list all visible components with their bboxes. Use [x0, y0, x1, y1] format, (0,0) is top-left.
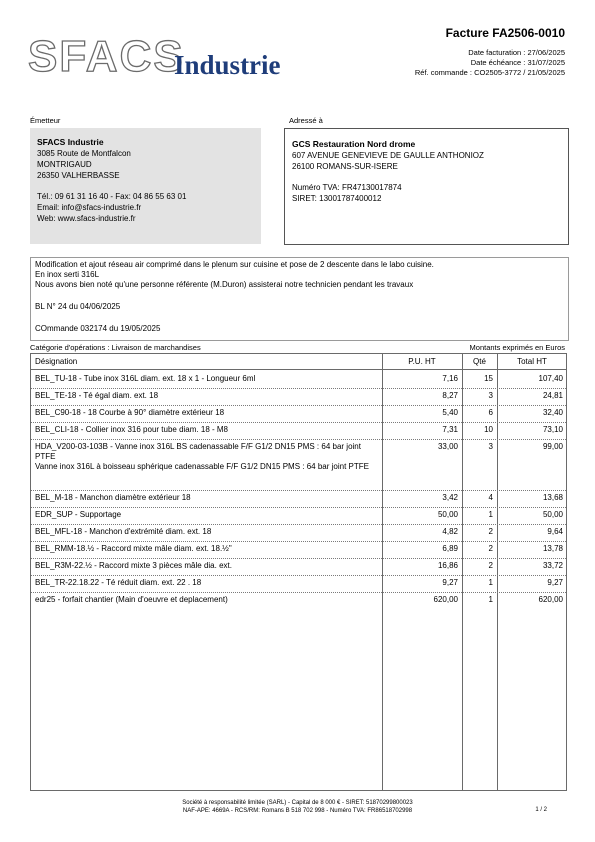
note-line: En inox serti 316L [35, 270, 100, 279]
row-quantity: 2 [488, 544, 493, 553]
emitter-label: Émetteur [30, 116, 61, 125]
emitter-name: SFACS Industrie [37, 137, 104, 147]
row-unit-price: 7,16 [442, 374, 458, 383]
row-unit-price: 50,00 [437, 510, 458, 519]
invoice-title: Facture FA2506-0010 [445, 26, 565, 40]
header-unit-price: P.U. HT [408, 357, 436, 366]
row-total: 107,40 [538, 374, 563, 383]
currency-note: Montants exprimés en Euros [469, 343, 565, 352]
row-unit-price: 33,00 [437, 442, 458, 451]
invoice-due-date: Date échéance : 31/07/2025 [470, 58, 565, 67]
row-designation [31, 442, 382, 472]
emitter-phone: Tél.: 09 61 31 16 40 - Fax: 04 86 55 63 01 [37, 192, 187, 201]
table-row [31, 422, 566, 440]
row-unit-price: 7,31 [442, 425, 458, 434]
row-unit-price: 4,82 [442, 527, 458, 536]
row-quantity: 1 [488, 510, 493, 519]
logo-wordmark: SFACS [28, 32, 185, 81]
table-header [31, 354, 566, 370]
row-total: 33,72 [542, 561, 563, 570]
row-total: 32,40 [542, 408, 563, 417]
row-total: 24,81 [542, 391, 563, 400]
header-designation: Désignation [35, 357, 78, 366]
table-row [31, 575, 566, 593]
row-quantity: 2 [488, 527, 493, 536]
row-quantity: 1 [488, 578, 493, 587]
invoice-lines-table [30, 353, 567, 791]
row-designation: BEL_C90-18 - 18 Courbe à 90° diamètre extérieur 18 [35, 408, 225, 417]
operation-category: Catégorie d'opérations : Livraison de marchandises [30, 343, 201, 352]
addressee-tva: Numéro TVA: FR47130017874 [292, 183, 402, 192]
emitter-website: Web: www.sfacs-industrie.fr [37, 214, 136, 223]
row-unit-price: 9,27 [442, 578, 458, 587]
row-total: 99,00 [542, 442, 563, 451]
addressee-box [284, 128, 569, 245]
row-designation: BEL_R3M-22.½ - Raccord mixte 3 pièces mâle dia. ext. [35, 561, 232, 570]
table-row [31, 388, 566, 406]
row-unit-price: 16,86 [437, 561, 458, 570]
company-logo [28, 34, 288, 84]
row-total: 73,10 [542, 425, 563, 434]
invoice-date: Date facturation : 27/06/2025 [468, 48, 565, 57]
row-total: 9,64 [547, 527, 563, 536]
row-quantity: 3 [488, 391, 493, 400]
table-row [31, 524, 566, 542]
row-designation-line: HDA_V200-03-103B - Vanne inox 316L BS cadenassable F/F G1/2 DN15 PMS : 64 bar joint PTFE [35, 442, 361, 461]
header-total: Total HT [517, 357, 547, 366]
row-total: 13,68 [542, 493, 563, 502]
row-designation: edr25 - forfait chantier (Main d'oeuvre et deplacement) [35, 595, 228, 604]
footer-line: NAF-APE: 4669A - RCS/RM: Romans B 518 702 998 - Numéro TVA: FR86518702998 [182, 808, 413, 814]
row-designation: BEL_M-18 - Manchon diamètre extérieur 18 [35, 493, 191, 502]
row-designation: BEL_TE-18 - Té égal diam. ext. 18 [35, 391, 159, 400]
row-quantity: 1 [488, 595, 493, 604]
emitter-email: Email: info@sfacs-industrie.fr [37, 203, 142, 212]
footer-line: Société à responsabilité limitée (SARL) - Capital de 8 000 € - SIRET: 51870299800023 [182, 800, 413, 806]
invoice-notes [30, 257, 569, 341]
row-total: 620,00 [538, 595, 563, 604]
addressee-address-line: 607 AVENUE GENEVIEVE DE GAULLE ANTHONIOZ [292, 151, 484, 160]
note-line: COmmande 032174 du 19/05/2025 [35, 324, 161, 333]
note-line: Modification et ajout réseau air comprimé dans le plenum sur cuisine et pose de 2 descente dans le labo cuisine. [35, 260, 434, 269]
table-row [31, 405, 566, 423]
row-designation: BEL_CLI-18 - Collier inox 316 pour tube diam. 18 - M8 [35, 425, 228, 434]
addressee-name: GCS Restauration Nord drome [292, 139, 416, 149]
addressee-address-line: 26100 ROMANS-SUR-ISERE [292, 162, 398, 171]
row-unit-price: 6,89 [442, 544, 458, 553]
row-designation: BEL_TU-18 - Tube inox 316L diam. ext. 18 x 1 - Longueur 6ml [35, 374, 256, 383]
row-designation: BEL_RMM-18.½ - Raccord mixte mâle diam. ext. 18.½" [35, 544, 232, 553]
row-quantity: 6 [488, 408, 493, 417]
note-line: Nous avons bien noté qu'une personne référente (M.Duron) assisterai notre technicien pendant les travaux [35, 280, 414, 289]
row-quantity: 3 [488, 442, 493, 451]
invoice-meta [415, 48, 565, 78]
order-reference: Réf. commande : CO2505-3772 / 21/05/2025 [414, 68, 565, 77]
emitter-address-line: MONTRIGAUD [37, 160, 92, 169]
table-row [31, 592, 566, 609]
row-total: 9,27 [547, 578, 563, 587]
row-unit-price: 5,40 [442, 408, 458, 417]
row-designation: BEL_TR-22.18.22 - Té réduit diam. ext. 22 . 18 [35, 578, 202, 587]
legal-footer [0, 799, 595, 815]
emitter-address-line: 26350 VALHERBASSE [37, 171, 120, 180]
header-quantity: Qté [473, 357, 486, 366]
table-row [31, 541, 566, 559]
row-unit-price: 620,00 [433, 595, 458, 604]
addressee-siret: SIRET: 13001787400012 [292, 194, 382, 203]
table-row [31, 558, 566, 576]
row-unit-price: 8,27 [442, 391, 458, 400]
logo-subtitle: Industrie [174, 50, 281, 80]
row-total: 13,78 [542, 544, 563, 553]
table-row [31, 490, 566, 508]
row-quantity: 2 [488, 561, 493, 570]
table-row [31, 507, 566, 525]
row-designation-detail: Vanne inox 316L à boisseau sphérique cadenassable F/F G1/2 DN15 PMS : 64 bar joint PTFE [35, 462, 369, 471]
emitter-box [30, 128, 261, 244]
note-line: BL N° 24 du 04/06/2025 [35, 302, 121, 311]
row-designation: EDR_SUP - Supportage [35, 510, 122, 519]
row-quantity: 15 [484, 374, 493, 383]
row-quantity: 4 [488, 493, 493, 502]
row-quantity: 10 [484, 425, 493, 434]
table-row [31, 371, 566, 389]
row-designation: BEL_MFL-18 - Manchon d'extrémité diam. ext. 18 [35, 527, 212, 536]
page-number: 1 / 2 [535, 807, 547, 813]
row-total: 50,00 [542, 510, 563, 519]
row-unit-price: 3,42 [442, 493, 458, 502]
table-row [31, 439, 566, 491]
addressee-label: Adressé à [289, 116, 323, 125]
emitter-address-line: 3085 Route de Montfalcon [37, 149, 131, 158]
